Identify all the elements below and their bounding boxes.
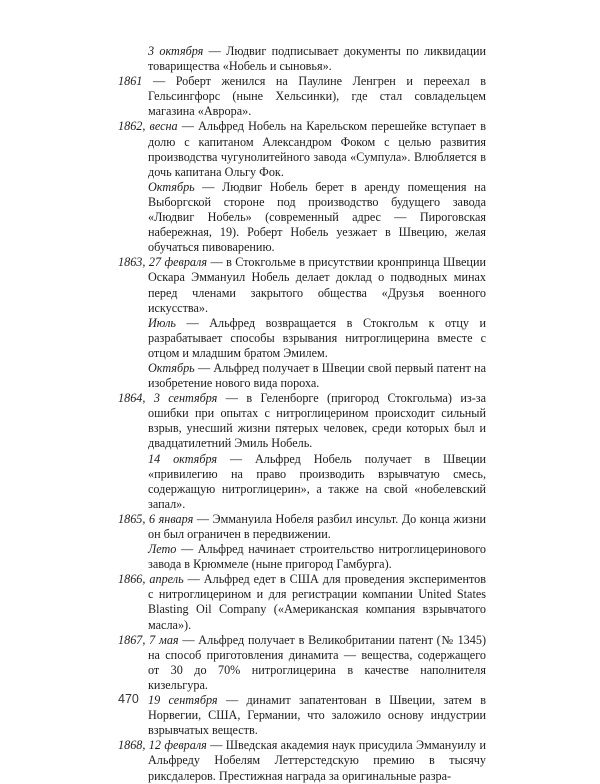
entry-text: — Альфред Нобель на Карельском перешейке вступает в долю с капитаном Александром Фоком с целью развития производства чугунолитейного завода «Сумпула». Влюбляется в дочь капитана Ольгу Фок. <box>148 119 486 179</box>
chronology-sub-entry <box>148 693 486 738</box>
chronology-entry <box>118 738 486 783</box>
entry-text: — Альфред получает в Великобритании патент (№ 1345) на способ приготовления динамита — вещества, содержащего от 30 до 70% нитроглицерина в качестве наполнителя кизельгура. <box>148 632 486 692</box>
entry-date: 1861 <box>118 74 143 89</box>
chronology-entry <box>118 74 486 119</box>
entry-date: 1863, 27 февраля <box>118 255 208 270</box>
document-body <box>118 44 486 784</box>
entry-date: Октябрь <box>148 360 195 375</box>
entry-date: 1868, 12 февраля <box>118 738 207 753</box>
entry-date: 1867, 7 мая <box>118 632 179 647</box>
chronology-sub-entry <box>148 316 486 361</box>
entry-text: — динамит запатентован в Швеции, затем в Норвегии, США, Германии, что заложило основу индустрии взрывчатых веществ. <box>148 693 486 738</box>
entry-text: — Людвиг Нобель берет в аренду помещения на Выборгской стороне под производство будущего завода «Людвиг Нобель» (современный адрес — Пироговская набережная, 19). Роберт Нобель уезжает в Швецию, желая обучаться пивоварению. <box>148 179 486 255</box>
entry-date: 14 октября <box>148 451 218 466</box>
entry-date: 1862, весна <box>118 119 178 134</box>
entry-date: 19 сентября <box>148 693 218 708</box>
chronology-sub-entry <box>148 361 486 391</box>
entry-text: — Людвиг подписывает документы по ликвидации товарищества «Нобель и сыновья». <box>148 44 486 74</box>
chronology-entry <box>118 255 486 315</box>
chronology-entry <box>118 511 486 542</box>
entry-date: 1866, апрель <box>118 572 184 587</box>
entry-text: — Альфред получает в Швеции свой первый патент на изобретение нового вида пороха. <box>148 360 486 391</box>
entry-date: 1865, 6 января <box>118 511 194 526</box>
entry-date: Октябрь <box>148 179 195 194</box>
entry-text: — Альфред возвращается в Стокгольм к отцу и разрабатывает способы взрывания нитроглицерина вместе с отцом и младшим братом Эмилем. <box>148 315 486 360</box>
entry-text: — в Геленборге (пригород Стокгольма) из-за ошибки при опытах с нитроглицерином происходит сильный взрыв, унесший жизни пятерых человек, среди которых был и двадцатилетний Эмиль Нобель. <box>148 391 486 451</box>
chronology-entry <box>118 391 486 451</box>
entry-text: — Эммануила Нобеля разбил инсульт. До конца жизни он был ограничен в передвижении. <box>148 511 486 541</box>
entry-date: 3 октября <box>148 44 204 58</box>
entry-text: — Роберт женился на Паулине Ленгрен и переехал в Гельсингфорс (ныне Хельсинки), где стал совладельцем магазина «Аврора». <box>142 74 486 119</box>
chronology-sub-entry <box>148 44 486 74</box>
chronology-sub-entry <box>148 542 486 572</box>
entry-text: — Шведская академия наук присудила Эммануилу и Альфреду Нобелям Леттерстедскую премию в тысячу риксдалеров. Престижная награда за оригинальные разра- <box>148 738 486 783</box>
entry-date: Лето <box>148 542 177 557</box>
chronology-entry <box>118 572 486 632</box>
entry-text: — в Стокгольме в присутствии кронпринца Швеции Оскара Эммануил Нобель делает доклад о подводных минах перед членами закрытого общества «Друзья военного искусства». <box>148 255 486 315</box>
chronology-entry <box>118 119 486 179</box>
entry-date: 1864, 3 сентября <box>118 391 218 406</box>
page-number: 470 <box>118 692 139 706</box>
entry-text: — Альфред Нобель получает в Швеции «привилегию на право производить взрывчатую смесь, содержащую нитроглицерин», а также на свой «нобелевский запал». <box>148 451 486 511</box>
chronology-sub-entry <box>148 180 486 255</box>
entry-date: Июль <box>148 315 176 330</box>
entry-text: — Альфред начинает строительство нитроглицеринового завода в Крюммеле (ныне пригород Гамбурга). <box>148 542 486 572</box>
entry-text: — Альфред едет в США для проведения экспериментов с нитроглицерином и для регистрации компании United States Blasting Oil Company («Американская компания взрывчатого масла»). <box>148 572 486 632</box>
chronology-entry <box>118 632 486 693</box>
chronology-sub-entry <box>148 452 486 512</box>
